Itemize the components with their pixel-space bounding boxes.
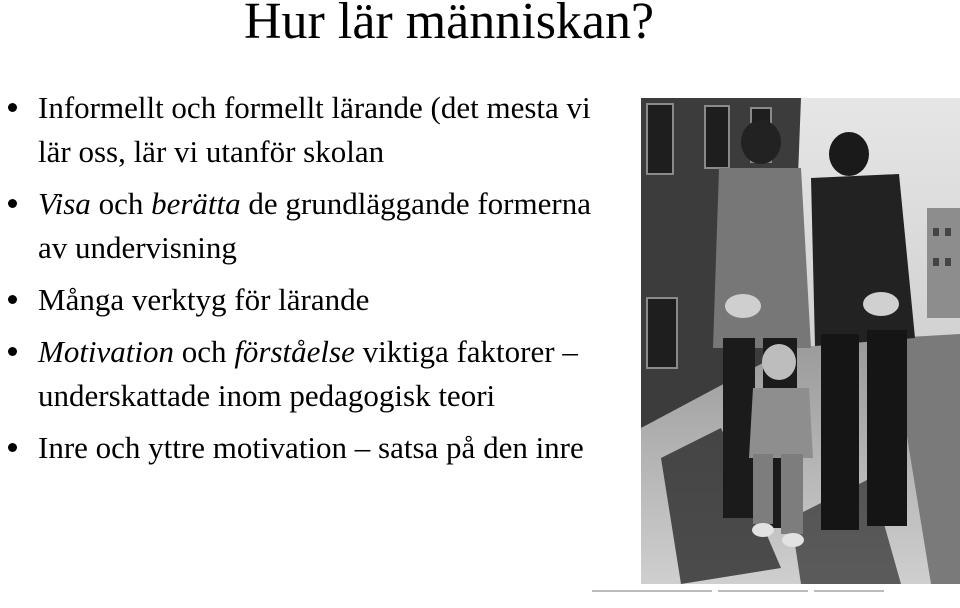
bullet-text <box>38 282 369 317</box>
bullet-segment: viktiga faktorer – underskattade inom pedagogisk teori <box>38 334 578 413</box>
bullet-segment: och <box>90 186 152 221</box>
bullet-dot <box>8 347 17 356</box>
bullet-item <box>0 182 625 270</box>
bullet-segment: de grundläggande formerna av undervisning <box>38 186 591 265</box>
photo-two-men-and-child <box>641 98 960 584</box>
slide-title: Hur lär människan? <box>244 0 655 50</box>
bullet-item <box>0 86 625 174</box>
bullet-emphasis: Visa <box>38 186 91 221</box>
bullet-item <box>0 426 625 470</box>
bullet-dot <box>8 443 17 452</box>
bullet-segment: Inre och yttre motivation – satsa på den inre <box>38 430 584 465</box>
bullet-emphasis: Motivation <box>38 334 175 369</box>
bullet-dot <box>8 199 17 208</box>
bullet-emphasis: förståelse <box>234 334 355 369</box>
bullet-text <box>38 430 584 465</box>
photo-illustration <box>641 98 960 584</box>
bullet-emphasis: berätta <box>151 186 241 221</box>
bullet-dot <box>8 295 17 304</box>
photo-credit-line <box>592 590 952 596</box>
bullet-segment: Många verktyg för lärande <box>38 282 370 317</box>
bullet-text <box>38 90 591 169</box>
bullet-list <box>0 86 625 478</box>
bullet-text <box>38 334 578 413</box>
bullet-text <box>38 186 591 265</box>
bullet-dot <box>8 103 17 112</box>
bullet-segment: Informellt och formellt lärande (det mesta vi lär oss, lär vi utanför skolan <box>38 90 591 169</box>
bullet-item <box>0 330 625 418</box>
bullet-segment: och <box>174 334 235 369</box>
bullet-item <box>0 278 625 322</box>
